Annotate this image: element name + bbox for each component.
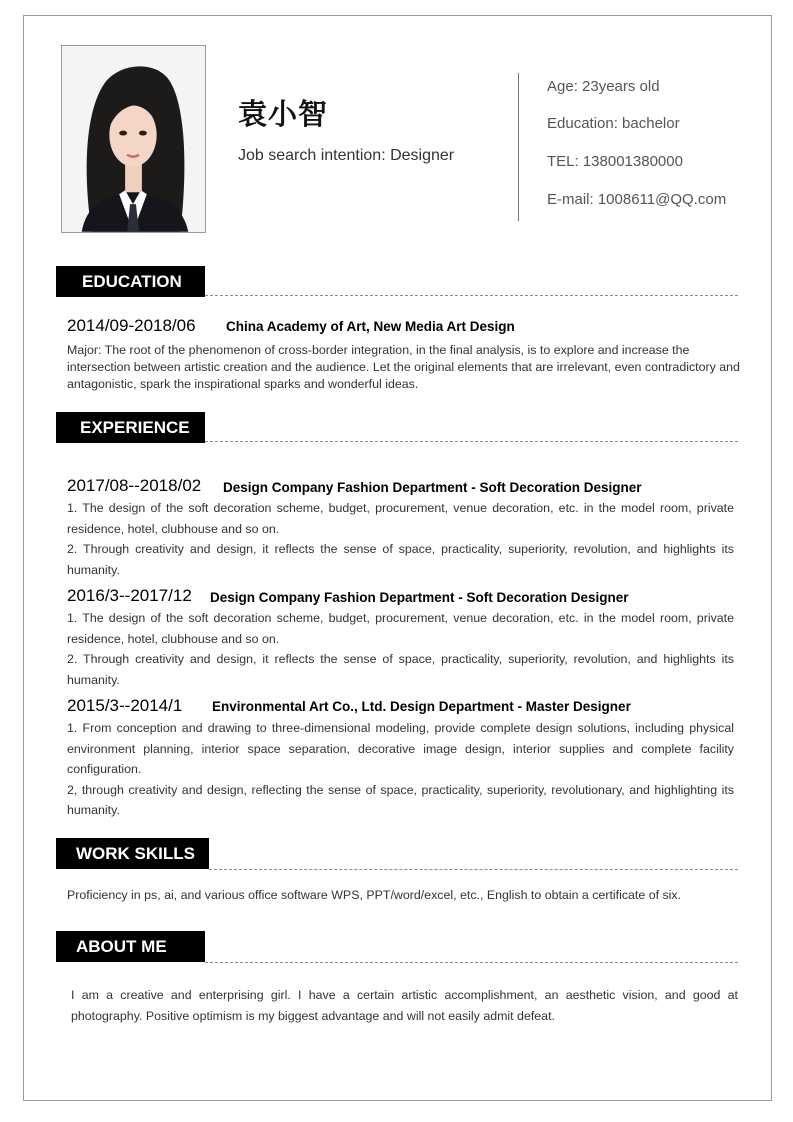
- section-rule: [205, 441, 738, 442]
- contact-email: E-mail: 1008611@QQ.com: [547, 191, 727, 208]
- section-heading-work-skills: WORK SKILLS: [56, 838, 209, 869]
- header-divider: [518, 73, 519, 221]
- experience-line: 1. From conception and drawing to three-dimensional modeling, provide complete design solutions, including physical environment planning, interior space separation, decorative image design, interior supplies and complete facility configuration.: [67, 721, 734, 776]
- experience-date: 2015/3--2014/1: [67, 696, 183, 715]
- section-heading-education: EDUCATION: [56, 266, 205, 297]
- work-skills-text: Proficiency in ps, ai, and various office software WPS, PPT/word/excel, etc., English to obtain a certificate of six.: [67, 888, 682, 902]
- section-heading-experience: EXPERIENCE: [56, 412, 205, 443]
- experience-title: Environmental Art Co., Ltd. Design Department - Master Designer: [212, 699, 631, 714]
- section-rule: [205, 962, 738, 963]
- section-rule: [209, 869, 738, 870]
- experience-line: 2. Through creativity and design, it reflects the sense of space, practicality, superiority, revolution, and highlights its humanity.: [67, 652, 734, 687]
- experience-title: Design Company Fashion Department - Soft Decoration Designer: [223, 480, 642, 495]
- experience-line: 2, through creativity and design, reflecting the sense of space, practicality, superiority, revolutionary, and highlighting its humanity.: [67, 782, 734, 817]
- section-rule: [205, 295, 738, 296]
- experience-title: Design Company Fashion Department - Soft Decoration Designer: [210, 590, 629, 605]
- experience-line: 2. Through creativity and design, it reflects the sense of space, practicality, superiority, revolution, and highlights its humanity.: [67, 542, 734, 577]
- experience-date: 2017/08--2018/02: [67, 476, 202, 495]
- experience-date: 2016/3--2017/12: [67, 586, 192, 605]
- job-intention: Job search intention: Designer: [238, 147, 455, 164]
- about-me-text: I am a creative and enterprising girl. I have a certain artistic accomplishment, an aesthetic vision, and good at photography. Positive optimism is my biggest advantage and will not easily admit defeat.: [71, 988, 738, 1023]
- experience-line: 1. The design of the soft decoration scheme, budget, procurement, venue decoration, etc. in the model room, private residence, hotel, clubhouse and so on.: [67, 501, 734, 536]
- contact-tel: TEL: 138001380000: [547, 153, 683, 170]
- education-title: China Academy of Art, New Media Art Design: [226, 319, 515, 334]
- candidate-name: 袁小智: [238, 97, 329, 131]
- experience-description: [67, 608, 734, 690]
- resume-page: [23, 15, 772, 1101]
- education-date: 2014/09-2018/06: [67, 316, 196, 335]
- profile-photo: [61, 45, 206, 233]
- contact-education: Education: bachelor: [547, 115, 680, 132]
- experience-line: 1. The design of the soft decoration scheme, budget, procurement, venue decoration, etc. in the model room, private residence, hotel, clubhouse and so on.: [67, 611, 734, 646]
- section-heading-about-me: ABOUT ME: [56, 931, 205, 962]
- contact-age: Age: 23years old: [547, 78, 660, 95]
- education-major: Major: The root of the phenomenon of cross-border integration, in the final analysis, is to explore and increase the intersection between artistic creation and the audience. Let the original elements that are irrelevant, even contradictory and antagonistic, spark the inspirational sparks and wonderful ideas.: [67, 343, 740, 391]
- experience-description: [67, 718, 734, 821]
- experience-description: [67, 498, 734, 580]
